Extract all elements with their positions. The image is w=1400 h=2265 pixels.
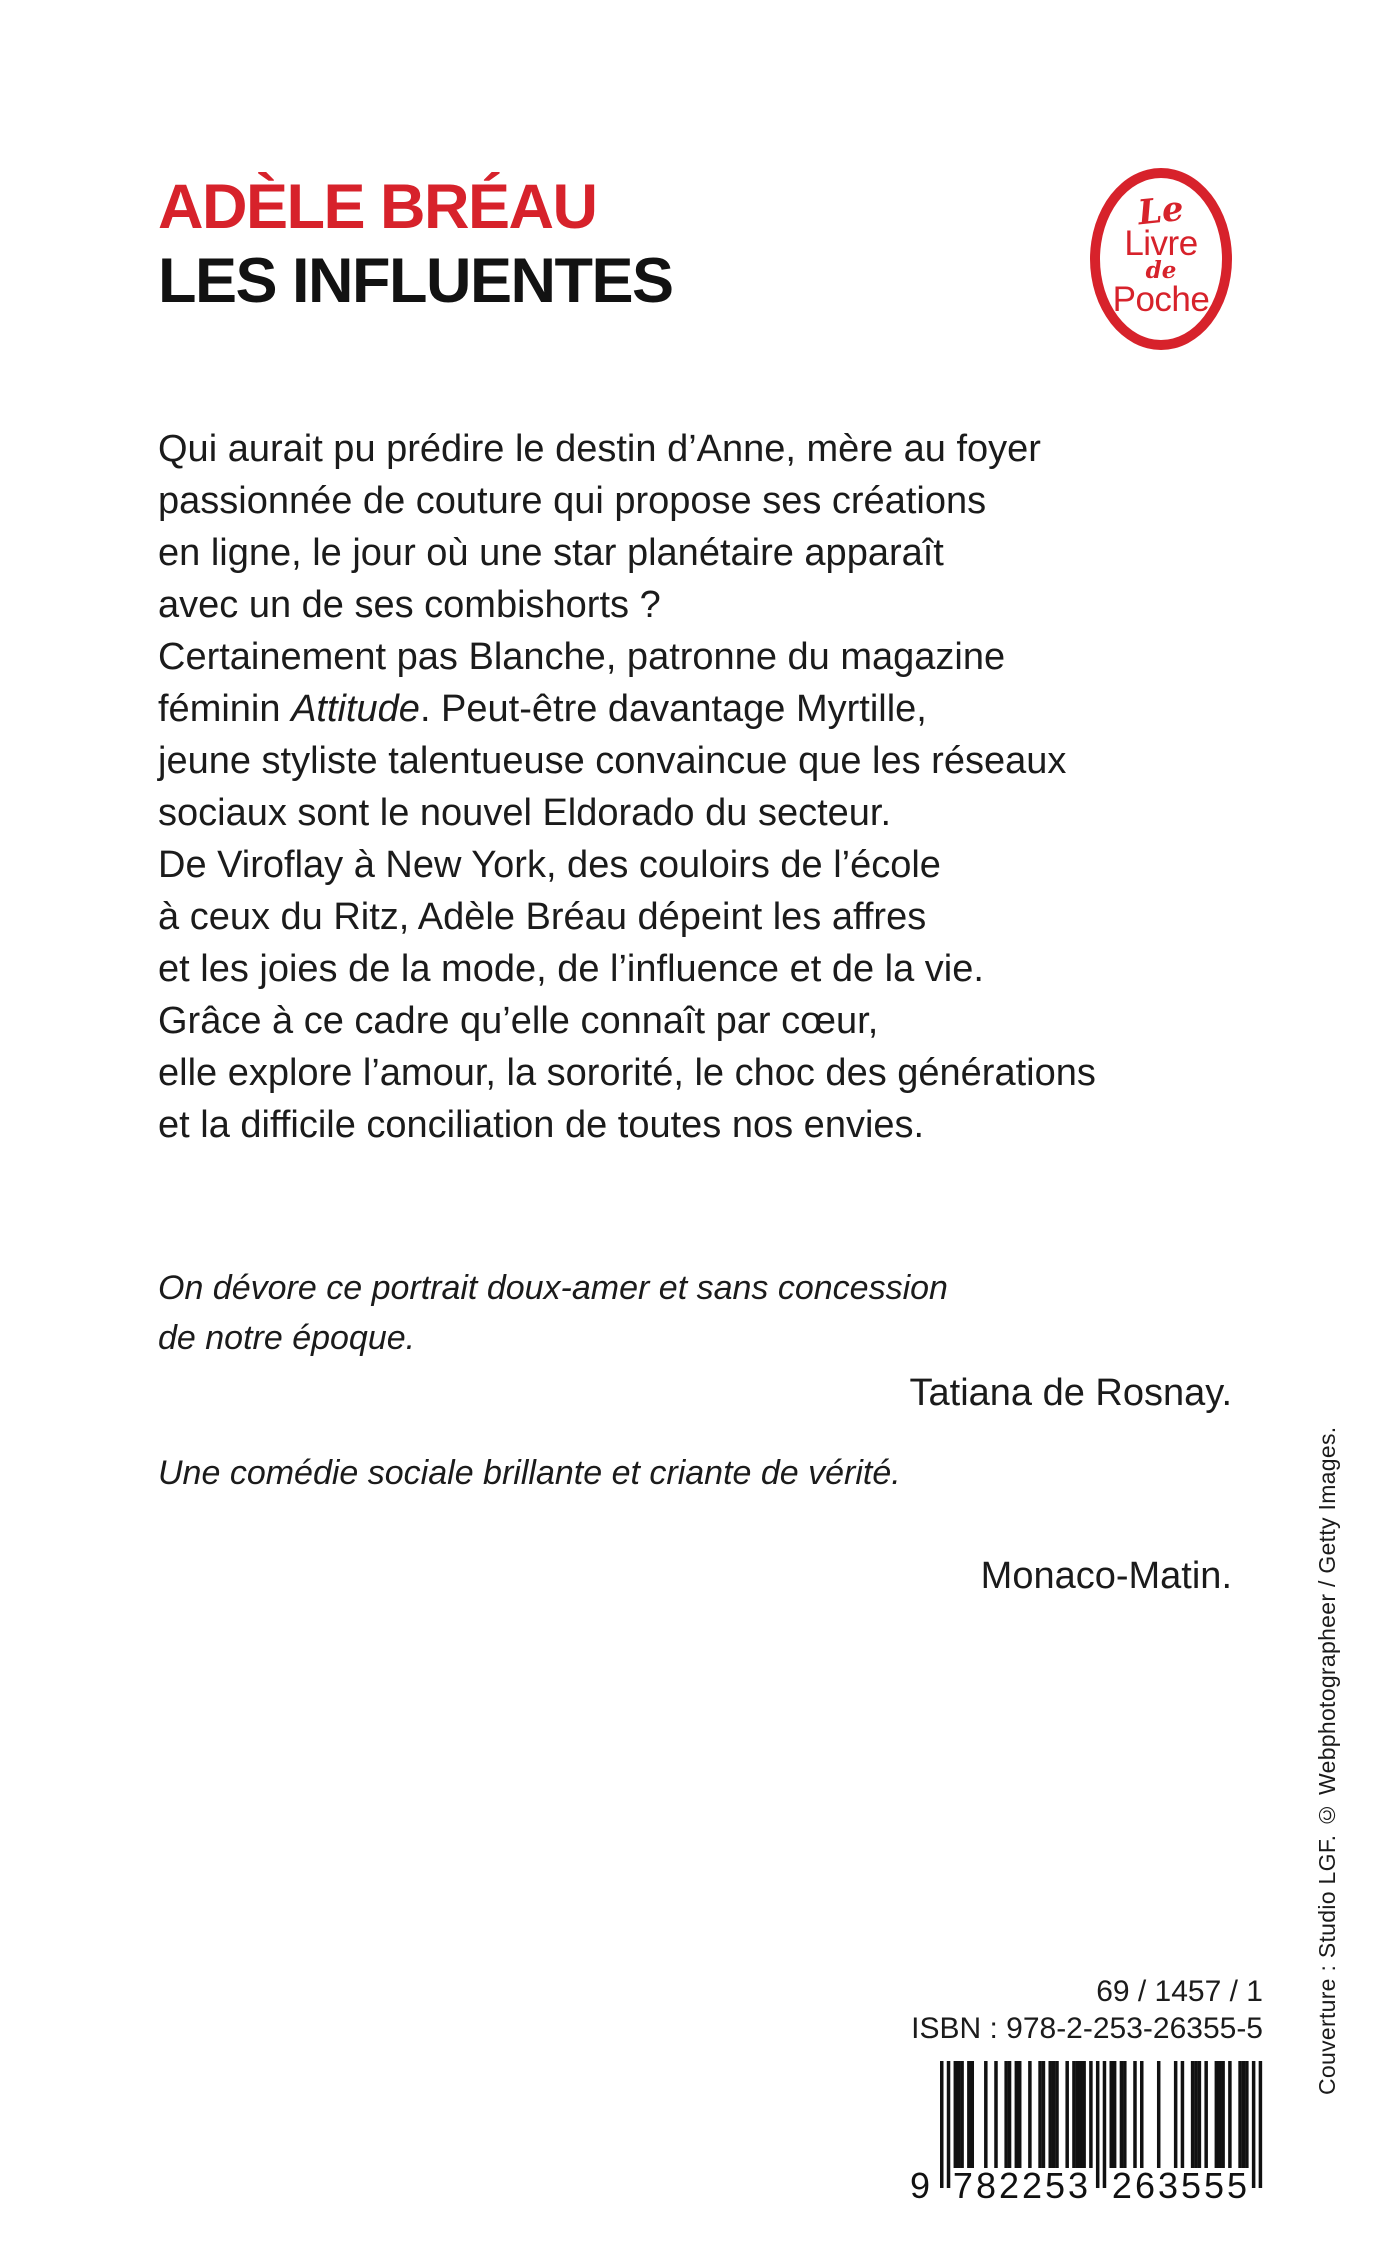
edition-code: 69 / 1457 / 1 (1096, 1975, 1263, 2008)
synopsis-line: De Viroflay à New York, des couloirs de l’école (158, 844, 941, 886)
logo-word-livre: Livre (1124, 224, 1198, 264)
quote-attribution-1: Tatiana de Rosnay. (909, 1372, 1232, 1414)
author-name: ADÈLE BRÉAU (158, 172, 597, 242)
synopsis-line: et les joies de la mode, de l’influence et de la vie. (158, 948, 984, 990)
synopsis-line: avec un de ses combishorts ? (158, 584, 661, 626)
synopsis-line: sociaux sont le nouvel Eldorado du secteur. (158, 792, 892, 834)
book-title: LES INFLUENTES (158, 246, 673, 316)
synopsis-line: passionnée de couture qui propose ses créations (158, 480, 987, 522)
synopsis-line: à ceux du Ritz, Adèle Bréau dépeint les affres (158, 896, 927, 938)
press-quote-line: de notre époque. (158, 1319, 416, 1357)
synopsis-line: Qui aurait pu prédire le destin d’Anne, mère au foyer (158, 428, 1041, 470)
press-quote-line: On dévore ce portrait doux-amer et sans concession (158, 1269, 948, 1307)
press-quote-1 (158, 1263, 948, 1363)
cover-photo-credit: Couverture : Studio LGF. © Webphotographeer / Getty Images. (1314, 1426, 1340, 2095)
logo-word-poche: Poche (1112, 279, 1210, 319)
synopsis-line: Certainement pas Blanche, patronne du magazine (158, 636, 1006, 678)
synopsis-line: féminin Attitude. Peut-être davantage Myrtille, (158, 688, 927, 730)
logo-word-de: de (1145, 257, 1177, 285)
press-quote-line: Une comédie sociale brillante et criante de vérité. (158, 1454, 901, 1492)
svg-text:263555: 263555 (1111, 2165, 1251, 2205)
synopsis-text (158, 423, 1096, 1151)
synopsis-line: et la difficile conciliation de toutes nos envies. (158, 1104, 925, 1146)
svg-text:9: 9 (909, 2165, 931, 2205)
isbn-number: ISBN : 978-2-253-26355-5 (911, 2012, 1263, 2045)
synopsis-line: jeune styliste talentueuse convaincue que les réseaux (158, 740, 1067, 782)
svg-text:782253: 782253 (952, 2165, 1092, 2205)
quote-attribution-2: Monaco-Matin. (980, 1555, 1232, 1597)
synopsis-line: Grâce à ce cadre qu’elle connaît par cœur, (158, 1000, 879, 1042)
synopsis-line: elle explore l’amour, la sororité, le choc des générations (158, 1052, 1096, 1094)
logo-word-le: Le (1136, 189, 1186, 234)
ean-barcode (900, 2061, 1263, 2205)
press-quote-2 (158, 1448, 901, 1498)
publisher-logo (1090, 168, 1232, 350)
synopsis-line: en ligne, le jour où une star planétaire apparaît (158, 532, 944, 574)
